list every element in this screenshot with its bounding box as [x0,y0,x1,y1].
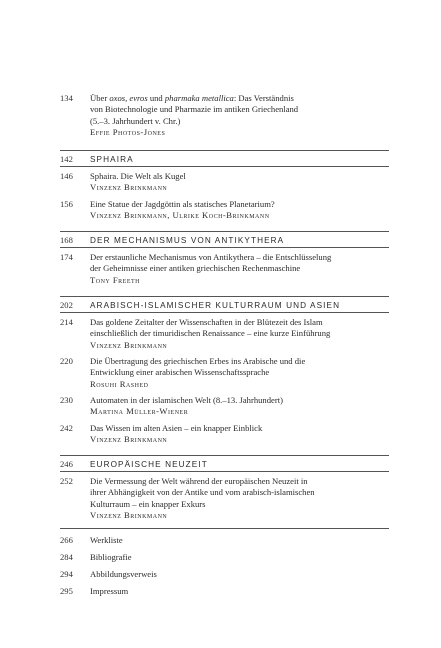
page-number: 168 [60,235,73,245]
entry-author: Vinzenz Brinkmann, Ulrike Koch-Brinkmann [90,210,270,221]
entry-title-line: (5.–3. Jahrhundert v. Chr.) [90,115,181,126]
entry-title: Der erstaunliche Mechanismus von Antikythera – die Entschlüsselung [90,252,332,262]
page-number: 295 [60,586,73,596]
page-number: 156 [60,199,73,209]
entry-author: Vinzenz Brinkmann [90,434,168,445]
entry-title: Die Übertragung des griechischen Erbes ins Arabische und die [90,356,306,366]
entry-title-line: einschließlich der timuridischen Renaissance – eine kurze Einführung [90,328,331,339]
page-number: 294 [60,569,73,579]
section-rule [60,455,389,456]
section-heading: EUROPÄISCHE NEUZEIT [90,460,208,469]
entry-title: Bibliografie [90,552,132,562]
entry-author: Vinzenz Brinkmann [90,339,168,350]
entry-title: Die Vermessung der Welt während der europäischen Neuzeit in [90,476,308,486]
page-number: 174 [60,252,73,262]
page-number: 134 [60,93,73,103]
page-number: 214 [60,317,73,327]
entry-title-line: ihrer Abhängigkeit von der Antike und vom arabisch-islamischen [90,487,315,498]
section-rule [60,247,389,248]
entry-title: Abbildungsverweis [90,569,157,579]
entry-title-line: der Geheimnisse einer antiken griechischen Rechenmaschine [90,263,301,274]
entry-author: Tony Freeth [90,274,141,285]
page-number: 230 [60,395,73,405]
entry-title-line: Kulturraum – ein knapper Exkurs [90,498,206,509]
entry-title: Über oxos, evros und pharmaka metallica: Das Verständnis [90,93,294,103]
entry-title: Sphaira. Die Welt als Kugel [90,171,186,181]
page-number: 146 [60,171,73,181]
page-number: 284 [60,552,73,562]
section-rule [60,312,389,313]
entry-title: Eine Statue der Jagdgöttin als statisches Planetarium? [90,199,275,209]
entry-author: Rosuhi Rashed [90,378,149,389]
page-number: 246 [60,459,73,469]
entry-author: Vinzenz Brinkmann [90,182,168,193]
page-number: 252 [60,476,73,486]
section-rule [60,150,389,151]
entry-title: Das goldene Zeitalter der Wissenschaften in der Blütezeit des Islam [90,317,323,327]
entry-author: Martina Müller-Wiener [90,406,189,417]
section-rule [60,296,389,297]
section-rule [60,166,389,167]
entry-author: Vinzenz Brinkmann [90,510,168,521]
section-rule [60,528,389,529]
section-heading: DER MECHANISMUS VON ANTIKYTHERA [90,236,285,245]
page-number: 202 [60,300,73,310]
page-number: 242 [60,423,73,433]
section-heading: SPHAIRA [90,155,134,164]
section-rule [60,231,389,232]
page-number: 266 [60,535,73,545]
section-heading: ARABISCH-ISLAMISCHER KULTURRAUM UND ASIEN [90,301,341,310]
entry-author: Effie Photos-Jones [90,127,166,138]
section-rule [60,471,389,472]
entry-title: Impressum [90,586,129,596]
entry-title-line: Entwicklung einer arabischen Wissenschaftssprache [90,367,270,378]
entry-title-line: von Biotechnologie und Pharmazie im antiken Griechenland [90,104,299,115]
page-number: 142 [60,154,73,164]
entry-title: Automaten in der islamischen Welt (8.–13. Jahrhundert) [90,395,283,405]
entry-title: Das Wissen im alten Asien – ein knapper Einblick [90,423,263,433]
entry-title: Werkliste [90,535,123,545]
page-number: 220 [60,356,73,366]
